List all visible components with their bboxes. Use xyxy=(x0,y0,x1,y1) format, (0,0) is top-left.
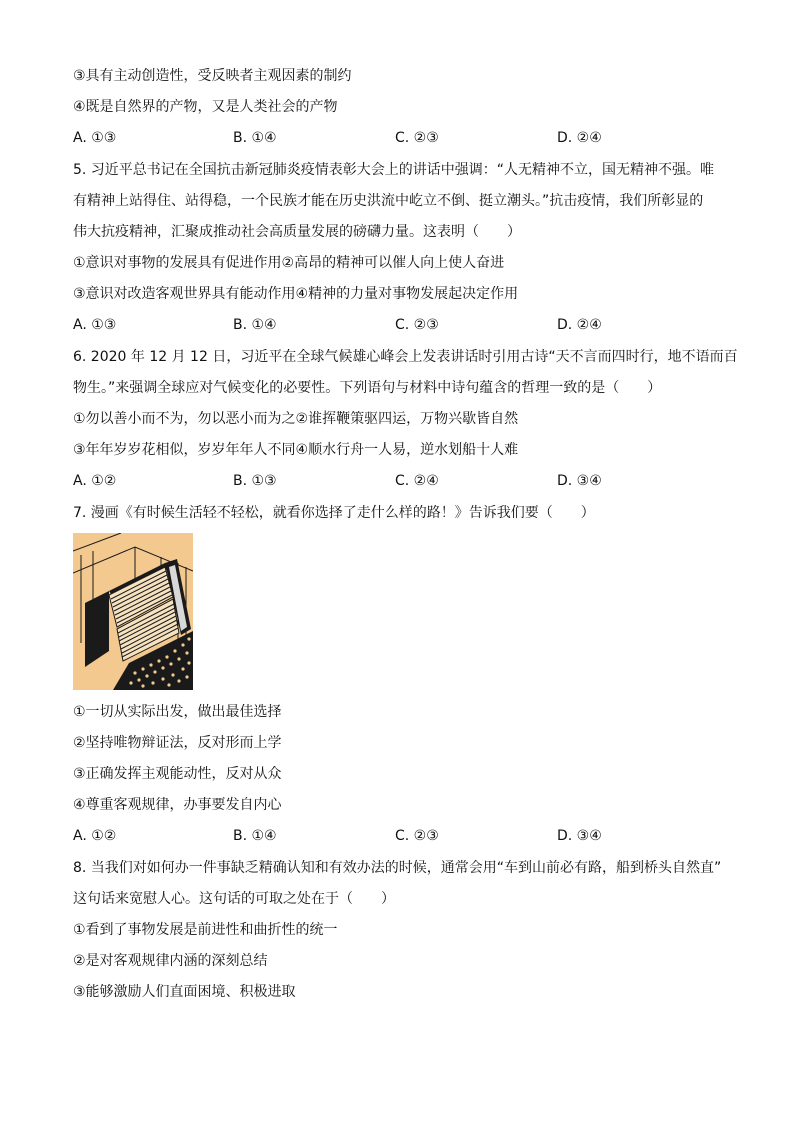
question-8-statement-3: ③能够激励人们直面困境、积极进取 xyxy=(73,984,296,1000)
option-d: D. ②④ xyxy=(557,130,602,146)
option-b: B. ①④ xyxy=(233,317,277,333)
option-c: C. ②③ xyxy=(395,317,439,333)
question-8-line-2: 这句话来宽慰人心。这句话的可取之处在于（ ） xyxy=(73,891,395,907)
option-c: C. ②③ xyxy=(395,130,439,146)
statement-4: ④既是自然界的产物，又是人类社会的产物 xyxy=(73,99,338,115)
question-5-line-2: 有精神上站得住、站得稳，一个民族才能在历史洪流中屹立不倒、挺立潮头。”抗击疫情，我们所彰显的 xyxy=(73,193,704,209)
statement-3: ③具有主动创造性，受反映者主观因素的制约 xyxy=(73,68,352,84)
option-d: D. ③④ xyxy=(557,473,602,489)
options-q7 xyxy=(73,827,713,845)
option-a: A. ①③ xyxy=(73,317,117,333)
option-a: A. ①② xyxy=(73,828,117,844)
question-7-statement-4: ④尊重客观规律，办事要发自内心 xyxy=(73,797,282,813)
question-7-statement-1: ①一切从实际出发，做出最佳选择 xyxy=(73,704,282,720)
option-d: D. ③④ xyxy=(557,828,602,844)
question-7-statement-3: ③正确发挥主观能动性，反对从众 xyxy=(73,766,282,782)
question-5-line-1: 5. 习近平总书记在全国抗击新冠肺炎疫情表彰大会上的讲话中强调：“人无精神不立，国无精神不强。唯 xyxy=(73,162,715,178)
question-5-statements-2: ③意识对改造客观世界具有能动作用④精神的力量对事物发展起决定作用 xyxy=(73,286,519,302)
options-q6 xyxy=(73,472,713,490)
question-6-line-2: 物生。”来强调全球应对气候变化的必要性。下列语句与材料中诗句蕴含的哲理一致的是（ ） xyxy=(73,380,662,396)
question-8-statement-2: ②是对客观规律内涵的深刻总结 xyxy=(73,953,268,969)
option-a: A. ①③ xyxy=(73,130,117,146)
option-b: B. ①④ xyxy=(233,828,277,844)
question-6-statements-1: ①勿以善小而不为，勿以恶小而为之②谁挥鞭策驱四运，万物兴歇皆自然 xyxy=(73,411,519,427)
option-d: D. ②④ xyxy=(557,317,602,333)
question-6-statements-2: ③年年岁岁花相似，岁岁年年人不同④顺水行舟一人易，逆水划船十人难 xyxy=(73,442,519,458)
question-7-statement-2: ②坚持唯物辩证法，反对形而上学 xyxy=(73,735,282,751)
options-q4 xyxy=(73,129,713,147)
question-8-statement-1: ①看到了事物发展是前进性和曲折性的统一 xyxy=(73,922,338,938)
question-5-statements-1: ①意识对事物的发展具有促进作用②高昂的精神可以催人向上使人奋进 xyxy=(73,255,505,271)
option-c: C. ②④ xyxy=(395,473,439,489)
cartoon-image xyxy=(73,533,193,690)
question-6-line-1: 6. 2020 年 12 月 12 日，习近平在全球气候雄心峰会上发表讲话时引用古诗“天不言而四时行，地不语而百 xyxy=(73,349,738,365)
option-c: C. ②③ xyxy=(395,828,439,844)
option-b: B. ①③ xyxy=(233,473,277,489)
question-8-line-1: 8. 当我们对如何办一件事缺乏精确认知和有效办法的时候，通常会用“车到山前必有路，船到桥头自然直” xyxy=(73,860,722,876)
option-b: B. ①④ xyxy=(233,130,277,146)
options-q5 xyxy=(73,316,713,334)
question-5-line-3: 伟大抗疫精神，汇聚成推动社会高质量发展的磅礴力量。这表明（ ） xyxy=(73,224,521,240)
cartoon-stairs-escalator-illustration xyxy=(73,533,193,690)
option-a: A. ①② xyxy=(73,473,117,489)
question-7-stem: 7. 漫画《有时候生活轻不轻松，就看你选择了走什么样的路！》告诉我们要（ ） xyxy=(73,505,595,521)
